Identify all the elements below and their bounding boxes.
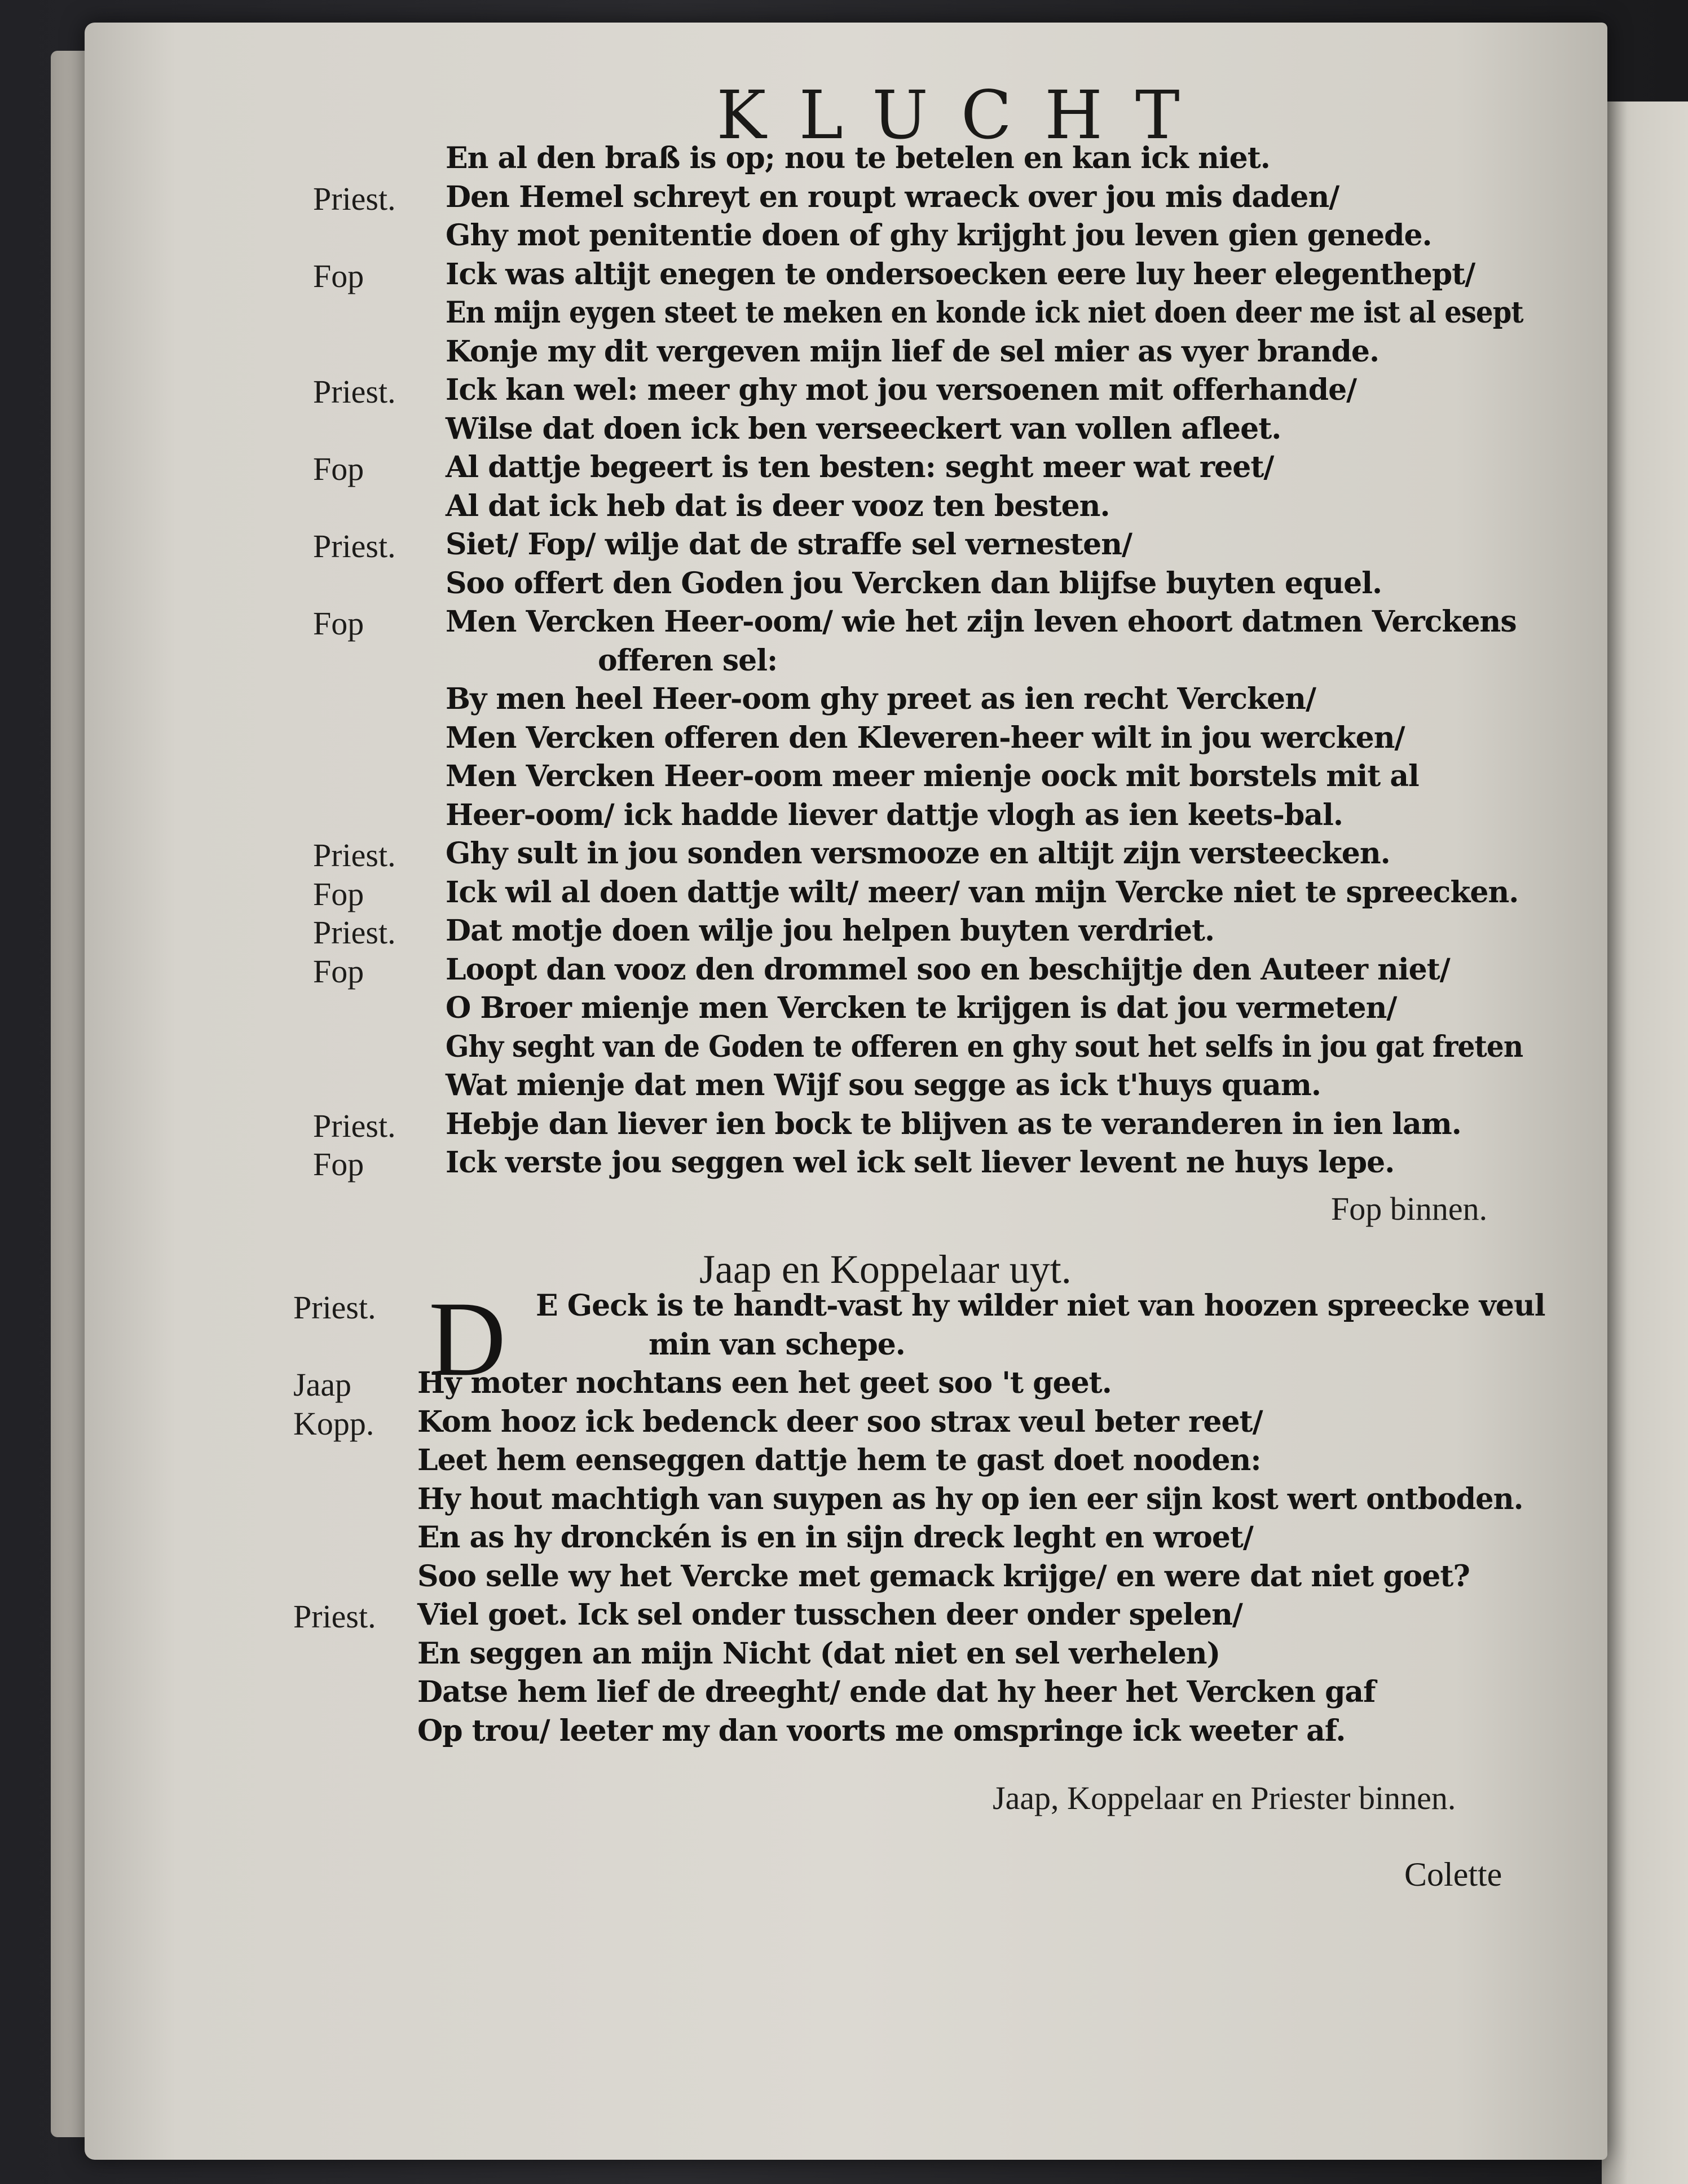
verse-line: Hebje dan liever ien bock te blijven as te veranderen in ien lam.: [446, 1106, 1461, 1141]
speaker-label: Fop: [313, 257, 364, 294]
verse-line: O Broer mienje men Vercken te krijgen is dat jou vermeten/: [446, 991, 1397, 1025]
verse-line: min van schepe.: [649, 1327, 905, 1362]
drop-capital: D: [429, 1280, 506, 1398]
speaker-label: Fop: [313, 875, 364, 912]
verse-line: Ick verste jou seggen wel ick selt liever levent ne huys lepe.: [446, 1145, 1395, 1180]
stage-direction-exit-all: Jaap, Koppelaar en Priester binnen.: [993, 1780, 1456, 1816]
verse-line: Leet hem eenseggen dattje hem te gast doet nooden:: [417, 1443, 1261, 1477]
speaker-label: Priest.: [313, 373, 396, 410]
verse-line: Wat mienje dat men Wijf sou segge as ick t'huys quam.: [446, 1068, 1321, 1102]
verse-line: Ick wil al doen dattje wilt/ meer/ van mijn Vercke niet te spreecken.: [446, 875, 1519, 910]
speaker-label: Priest.: [293, 1598, 376, 1635]
verse-line: Den Hemel schreyt en roupt wraeck over jou mis daden/: [446, 179, 1339, 214]
verse-line: Soo offert den Goden jou Vercken dan blijfse buyten equel.: [446, 566, 1382, 601]
verse-line: E Geck is te handt-vast hy wilder niet van hoozen spreecke veul: [536, 1289, 1545, 1323]
speaker-label: Priest.: [293, 1289, 376, 1326]
scene-heading: Jaap en Koppelaar uyt.: [699, 1247, 1072, 1292]
speaker-label: Kopp.: [293, 1405, 374, 1442]
verse-line: En seggen an mijn Nicht (dat niet en sel verhelen): [417, 1636, 1220, 1671]
speaker-label: Priest.: [313, 180, 396, 217]
verse-line: Al dattje begeert is ten besten: seght meer wat reet/: [446, 450, 1274, 484]
verse-line: offeren sel:: [598, 643, 778, 678]
verse-line: Ick kan wel: meer ghy mot jou versoenen mit offerhande/: [446, 373, 1357, 407]
speaker-label: Fop: [313, 952, 364, 990]
verse-line: Ghy seght van de Goden te offeren en ghy sout het selfs in jou gat freten: [446, 1029, 1523, 1064]
speaker-label: Fop: [313, 1146, 364, 1183]
verse-line: Konje my dit vergeven mijn lief de sel mier as vyer brande.: [446, 334, 1380, 369]
verse-line: Dat motje doen wilje jou helpen buyten verdriet.: [446, 914, 1215, 948]
speaker-label: Fop: [313, 605, 364, 642]
verse-line: Heer-oom/ ick hadde liever dattje vlogh as ien keets-bal.: [446, 797, 1343, 832]
verse-line: En al den braß is op; nou te betelen en kan ick niet.: [446, 141, 1270, 175]
verse-line: En as hy dronckén is en in sijn dreck leght en wroet/: [417, 1520, 1253, 1555]
verse-line: Siet/ Fop/ wilje dat de straffe sel vernesten/: [446, 527, 1132, 562]
speaker-label: Priest.: [313, 914, 396, 951]
verse-line: Loopt dan vooz den drommel soo en beschijtje den Auteer niet/: [446, 952, 1450, 987]
catchword: Colette: [1404, 1856, 1502, 1893]
verse-line: Men Vercken Heer-oom/ wie het zijn leven ehoort datmen Verckens: [446, 605, 1517, 639]
verse-line: Op trou/ leeter my dan voorts me omspringe ick weeter af.: [417, 1713, 1346, 1748]
verse-line: Ghy mot penitentie doen of ghy krijght jou leven gien genede.: [446, 218, 1432, 253]
stage-direction-exit-fop: Fop binnen.: [1331, 1190, 1488, 1227]
verse-line: Soo selle wy het Vercke met gemack krijge/ en were dat niet goet?: [417, 1559, 1470, 1594]
verse-line: Ghy sult in jou sonden versmooze en altijt zijn versteecken.: [446, 836, 1390, 871]
verse-line: Men Vercken Heer-oom meer mienje oock mit borstels mit al: [446, 759, 1419, 793]
verse-line: Al dat ick heb dat is deer vooz ten besten.: [446, 488, 1110, 523]
verse-line: Ick was altijt enegen te ondersoecken eere luy heer elegenthept/: [446, 257, 1475, 292]
verse-line: Viel goet. Ick sel onder tusschen deer onder spelen/: [417, 1598, 1242, 1632]
verse-line: By men heel Heer-oom ghy preet as ien recht Vercken/: [446, 682, 1316, 716]
speaker-label: Priest.: [313, 528, 396, 564]
verse-line: Hy moter nochtans een het geet soo 't geet.: [417, 1366, 1112, 1400]
verse-line: Datse hem lief de dreeght/ ende dat hy heer het Vercken gaf: [417, 1675, 1376, 1709]
speaker-label: Priest.: [313, 837, 396, 873]
verse-line: En mijn eygen steet te meken en konde ick niet doen deer me ist al esept: [446, 295, 1523, 330]
speaker-label: Priest.: [313, 1107, 396, 1144]
verse-line: Hy hout machtigh van suypen as hy op ien eer sijn kost wert ontboden.: [417, 1481, 1523, 1516]
verse-line: Men Vercken offeren den Kleveren-heer wilt in jou wercken/: [446, 720, 1405, 755]
speaker-label: Jaap: [293, 1366, 352, 1403]
verse-line: Kom hooz ick bedenck deer soo strax veul beter reet/: [417, 1404, 1263, 1439]
facing-page-edge: [1602, 102, 1688, 2184]
speaker-label: Fop: [313, 451, 364, 487]
verse-line: Wilse dat doen ick ben verseeckert van vollen afleet.: [446, 411, 1281, 446]
running-header: KLUCHT: [716, 76, 1213, 154]
